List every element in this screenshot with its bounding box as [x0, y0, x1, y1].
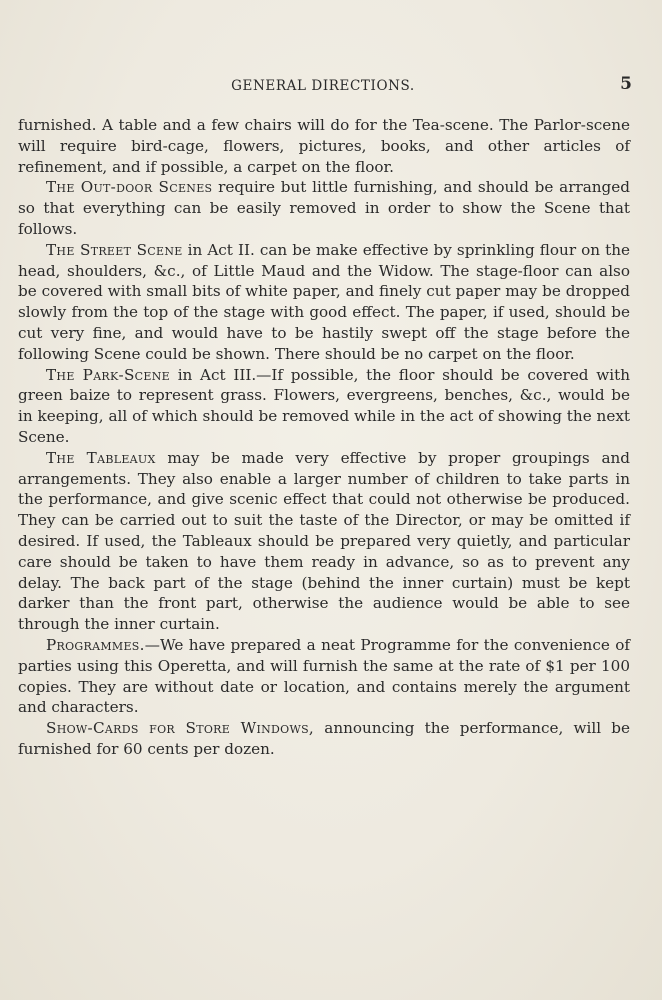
paragraph-programmes: [18, 635, 630, 718]
body-text: [18, 115, 630, 760]
running-head: GENERAL DIRECTIONS.: [231, 78, 415, 94]
paragraph-park-scene: [18, 365, 630, 448]
paragraph-text: furnished. A table and a few chairs will do for the Tea-scene. The Parlor-scene will require bird-cage, flowers, pictures, books, and other articles of refinement, and if possible, a carpet on the floor.: [18, 116, 630, 176]
paragraph-lead: Show-Cards for Store Windows,: [46, 719, 315, 738]
paragraph-lead: Programmes.: [46, 635, 145, 654]
paragraph-text: announcing the performance, will be furnished for 60 cents per dozen.: [18, 719, 630, 758]
paragraph-text: in Act II. can be make effective by sprinkling flour on the head, shoulders, &c., of Little Maud and the Widow. The stage-floor can also be covered with small bits of white paper, and finely cut paper may be dropped slowly from the top of the stage with good effect. The paper, if used, should be cut very fine, and would have to be hastily swept off the stage before the following Scene could be shown. There should be no carpet on the floor.: [18, 240, 630, 363]
paragraph-lead: The Out-door Scenes: [46, 178, 213, 197]
paragraph-lead: The Tableaux: [46, 448, 156, 467]
paragraph-text: require but little furnishing, and should be arranged so that everything can be easily removed in order to show the Scene that follows.: [18, 178, 630, 238]
paragraph-text: —We have prepared a neat Programme for the convenience of parties using this Operetta, and will furnish the same at the rate of $1 per 100 copies. They are without date or location, and contains merely the argument and characters.: [18, 635, 630, 717]
page-number: 5: [620, 74, 632, 94]
paragraph-text: in Act III.—If possible, the floor should be covered with green baize to represent grass. Flowers, evergreens, benches, &c., would be in keeping, all of which should be removed while in the act of showing the next Scene.: [18, 365, 630, 446]
paragraph-text: may be made very effective by proper groupings and arrangements. They also enable a larger number of children to take parts in the performance, and give scenic effect that could not otherwise be produced. They can be carried out to suit the taste of the Director, or may be omitted if desired. If used, the Tableaux should be prepared very quietly, and particular care should be taken to have them ready in advance, so as to prevent any delay. The back part of the stage (behind the inner curtain) must be kept darker than the front part, otherwise the audience would be able to see through the inner curtain.: [18, 448, 631, 634]
paragraph-lead: The Street Scene: [46, 240, 183, 259]
paragraph-show-cards: [18, 718, 630, 760]
paragraph-furnishing: [18, 115, 630, 177]
paragraph-lead: The Park-Scene: [46, 365, 170, 384]
paragraph-tableaux: [18, 448, 630, 635]
paragraph-out-door-scenes: [18, 177, 630, 239]
paragraph-street-scene: [18, 240, 630, 365]
